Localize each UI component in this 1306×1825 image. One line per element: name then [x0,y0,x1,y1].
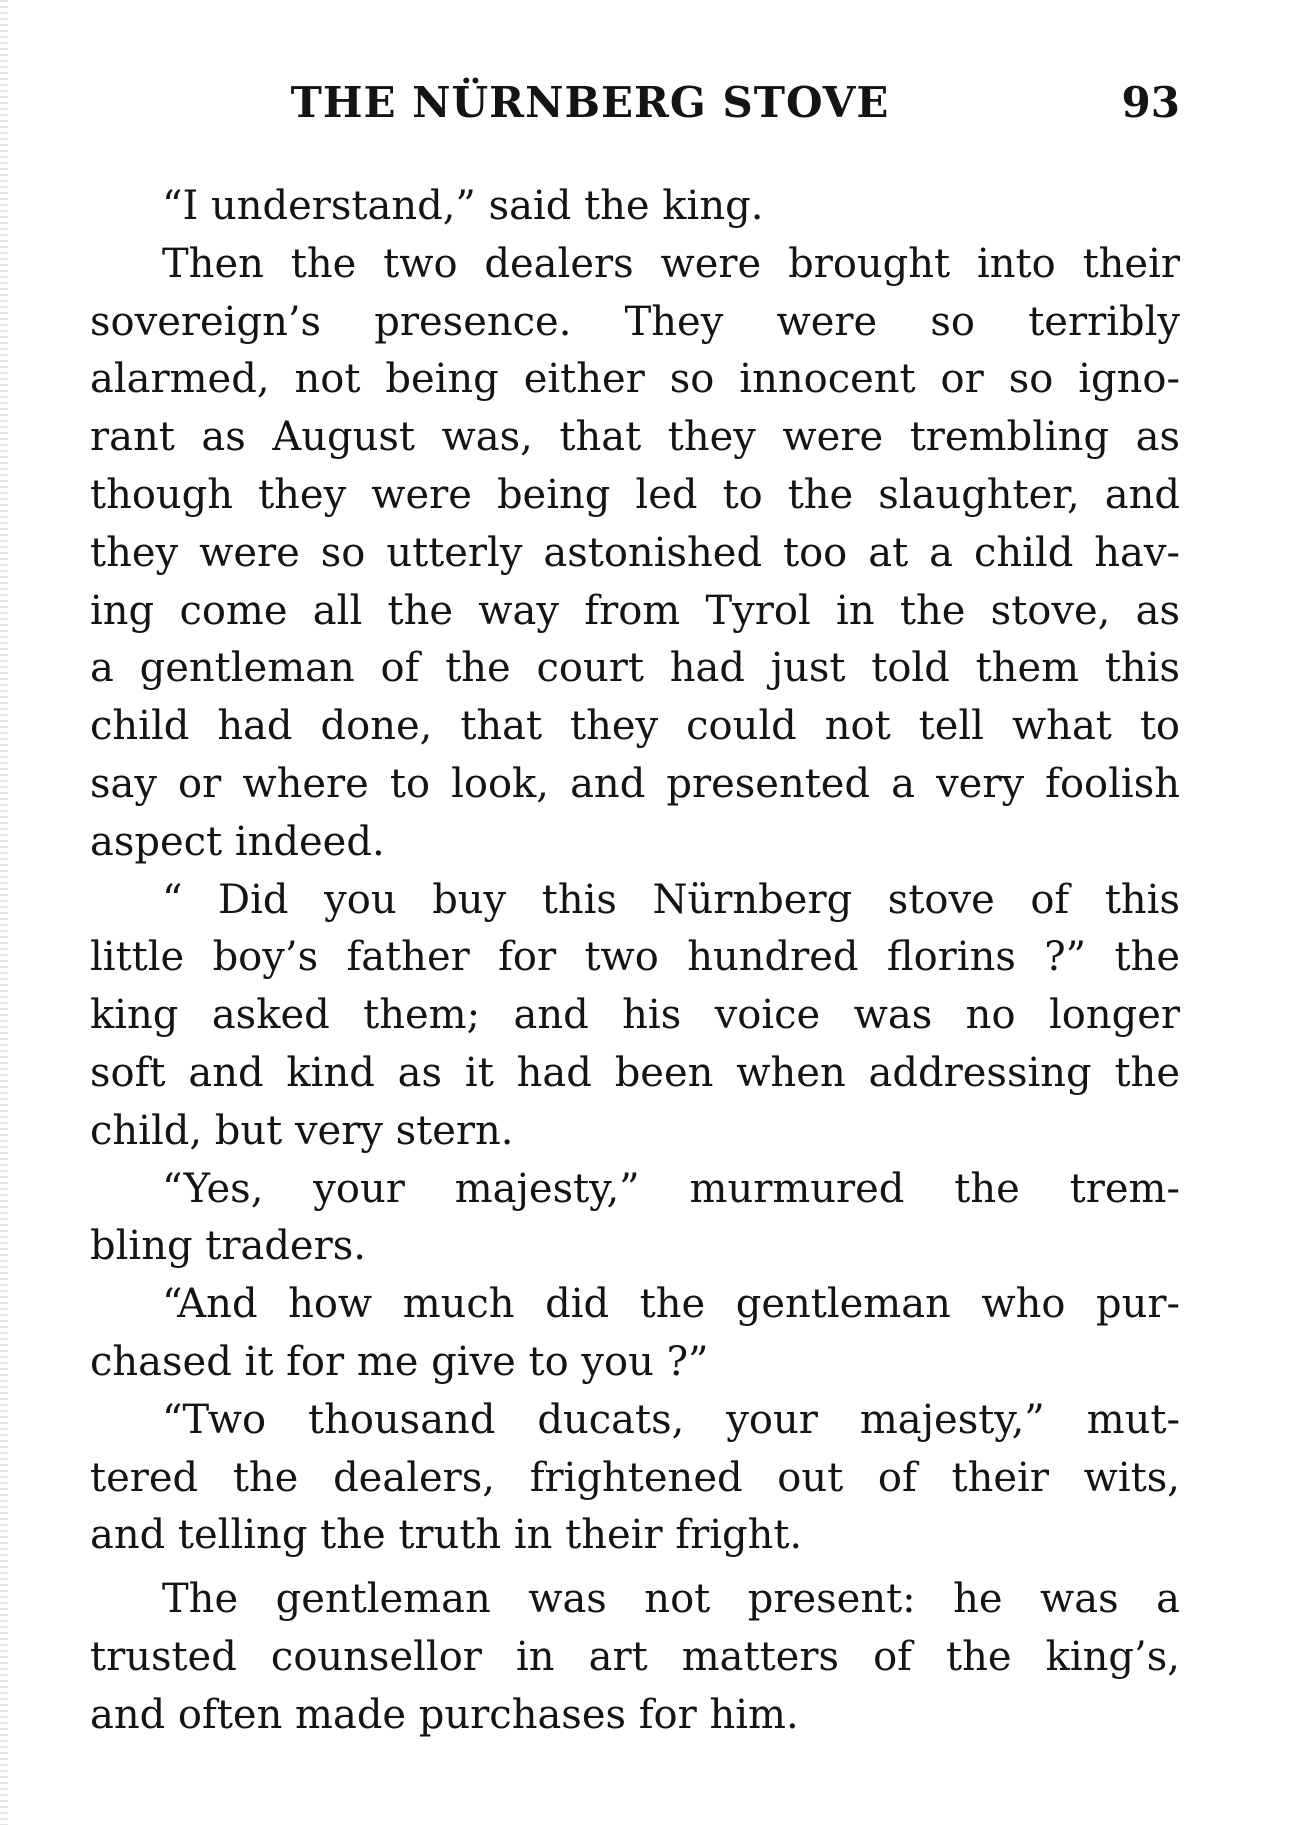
text-line: Then the two dealers were brought into their [162,240,1180,287]
body-text [90,178,1180,1745]
text-line: alarmed, not being either so innocent or so igno- [90,356,1180,403]
text-line: aspect indeed. [90,818,385,865]
page-number: 93 [1121,78,1180,127]
text-line: child had done, that they could not tell what to [90,703,1180,750]
running-head [90,78,1180,138]
text-line: king asked them; and his voice was no longer [90,992,1180,1039]
text-line: “Two thousand ducats, your majesty,” mut- [162,1396,1180,1443]
text-line: they were so utterly astonished too at a child hav- [90,529,1180,576]
text-line: chased it for me give to you ?” [90,1338,709,1385]
text-line: “And how much did the gentleman who pur- [162,1281,1180,1328]
text-line: rant as August was, that they were trembling as [90,414,1180,461]
text-line: a gentleman of the court had just told them this [90,645,1180,692]
page-edge-texture [0,0,8,1825]
running-title: THE NÜRNBERG STOVE [290,78,890,127]
text-line: bling traders. [90,1223,366,1270]
text-line: little boy’s father for two hundred florins ?” the [90,934,1180,981]
text-line: and telling the truth in their fright. [90,1512,803,1559]
text-line: say or where to look, and presented a very foolish [90,760,1180,807]
text-line: and often made purchases for him. [90,1691,799,1738]
text-line: sovereign’s presence. They were so terribly [90,298,1180,345]
text-line: trusted counsellor in art matters of the king’s, [90,1633,1180,1680]
text-line: “Yes, your majesty,” murmured the trem- [162,1165,1180,1212]
text-line: child, but very stern. [90,1107,514,1154]
text-line: “I understand,” said the king. [162,183,764,229]
text-line: “ Did you buy this Nürnberg stove of this [162,876,1180,923]
text-line: tered the dealers, frightened out of their wits, [90,1454,1180,1501]
text-line: The gentleman was not present: he was a [162,1576,1180,1623]
text-line: soft and kind as it had been when addressing the [90,1049,1180,1096]
text-line: though they were being led to the slaughter, and [90,471,1180,518]
text-line: ing come all the way from Tyrol in the stove, as [90,587,1180,634]
